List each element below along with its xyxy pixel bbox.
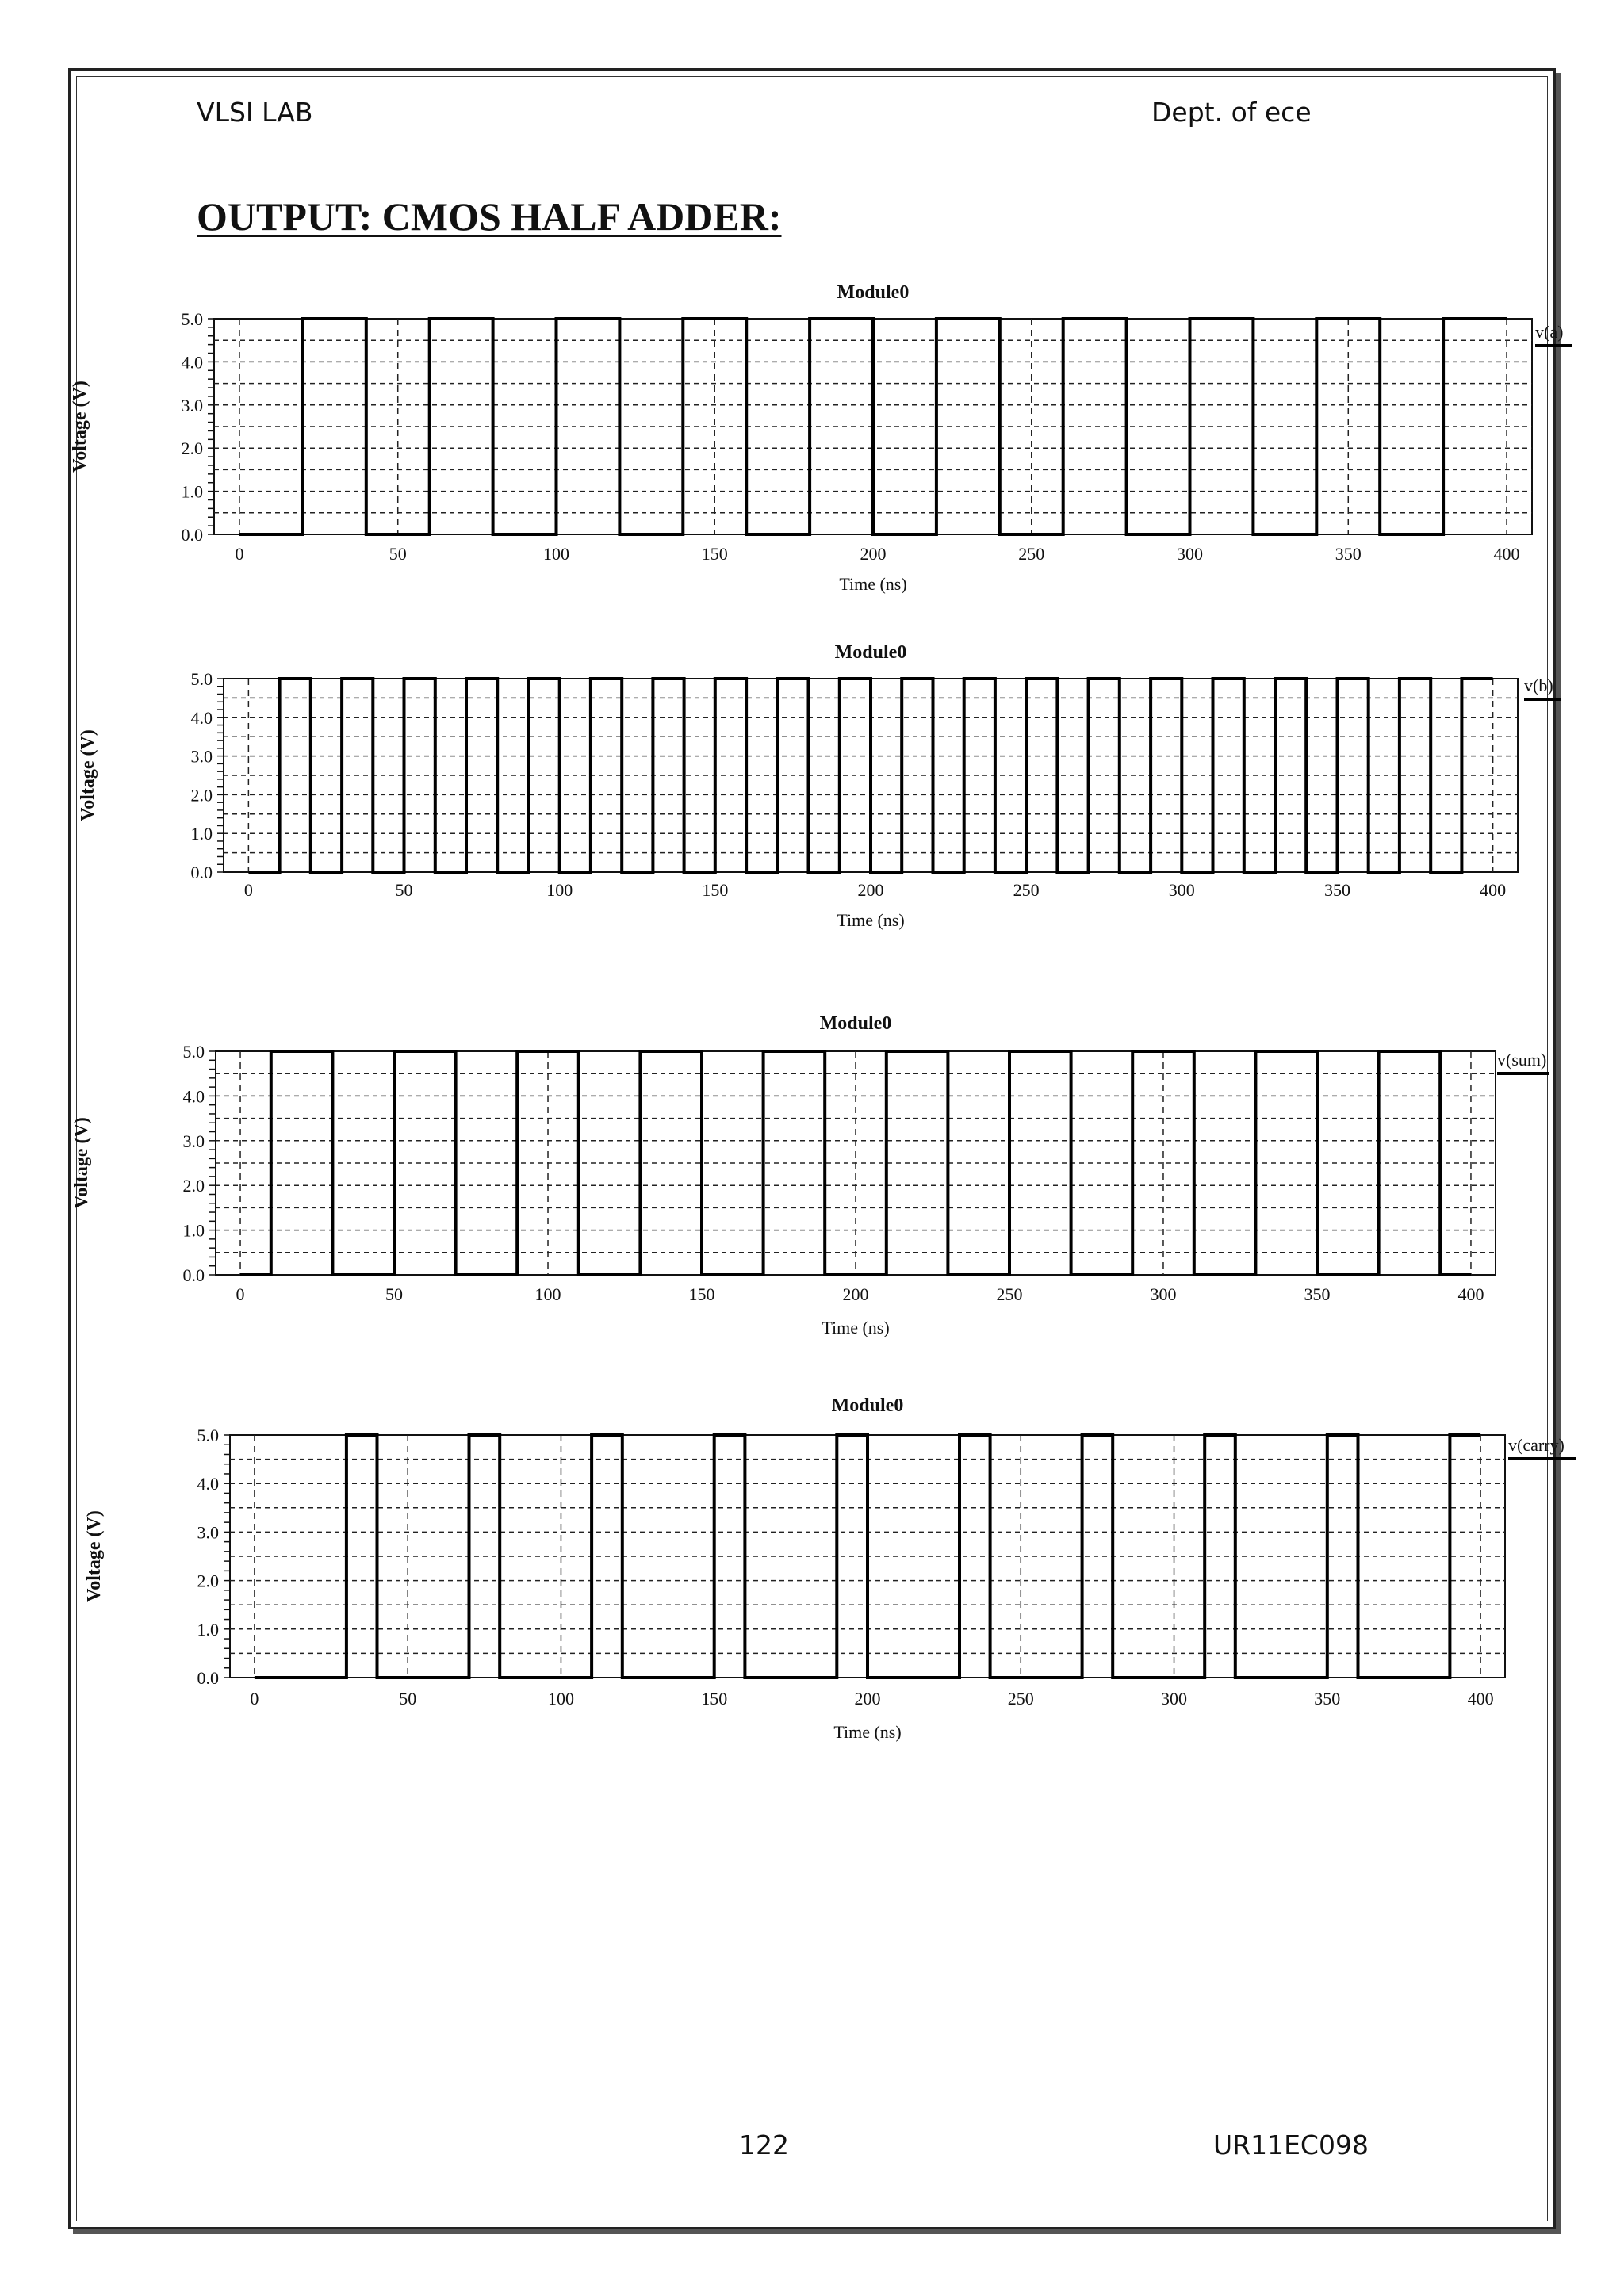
y-tick-label: 0.0	[190, 863, 213, 882]
y-tick-label: 2.0	[190, 785, 213, 806]
x-axis-label: Time (ns)	[837, 910, 905, 930]
legend-label: v(b)	[1524, 675, 1553, 695]
x-tick-label: 250	[1007, 1689, 1034, 1709]
y-axis-label: Voltage (V)	[84, 1510, 105, 1602]
y-axis-label: Voltage (V)	[78, 729, 98, 821]
x-tick-label: 50	[395, 880, 413, 900]
x-tick-label: 0	[250, 1689, 259, 1709]
y-tick-label: 4.0	[190, 707, 213, 728]
x-tick-label: 200	[854, 1689, 881, 1709]
x-tick-label: 400	[1457, 1284, 1484, 1304]
x-tick-label: 100	[542, 544, 569, 564]
x-tick-label: 50	[399, 1689, 417, 1709]
x-tick-label: 200	[860, 544, 887, 564]
roll-number: UR11EC098	[1213, 2130, 1369, 2160]
y-axis-label: Voltage (V)	[70, 381, 90, 473]
y-tick-label: 2.0	[197, 1571, 219, 1591]
x-tick-label: 50	[385, 1284, 404, 1304]
y-tick-label: 3.0	[190, 746, 213, 767]
x-tick-label: 300	[1177, 544, 1204, 564]
x-tick-label: 150	[702, 880, 729, 900]
y-tick-label: 1.0	[197, 1619, 219, 1640]
header-department: Dept. of ece	[1151, 97, 1312, 128]
y-tick-label: 5.0	[181, 309, 203, 329]
page-title: OUTPUT: CMOS HALF ADDER:	[197, 194, 782, 239]
x-tick-label: 350	[1304, 1284, 1331, 1304]
x-tick-label: 350	[1335, 544, 1362, 564]
x-tick-label: 350	[1314, 1689, 1341, 1709]
x-tick-label: 100	[546, 880, 573, 900]
y-tick-label: 4.0	[181, 352, 203, 373]
y-tick-label: 5.0	[190, 669, 213, 689]
x-tick-label: 300	[1168, 880, 1195, 900]
y-tick-label: 0.0	[182, 1265, 205, 1285]
chart-title: Module0	[834, 642, 907, 663]
x-tick-label: 100	[547, 1689, 574, 1709]
legend-label: v(a)	[1535, 322, 1564, 342]
y-tick-label: 3.0	[182, 1131, 205, 1151]
x-axis-label: Time (ns)	[839, 574, 907, 594]
y-tick-label: 4.0	[197, 1474, 219, 1494]
x-tick-label: 250	[1013, 880, 1040, 900]
x-tick-label: 250	[996, 1284, 1023, 1304]
x-tick-label: 200	[857, 880, 884, 900]
y-tick-label: 0.0	[181, 525, 203, 545]
x-tick-label: 100	[534, 1284, 561, 1304]
y-tick-label: 3.0	[181, 395, 203, 415]
y-tick-label: 1.0	[190, 824, 213, 844]
page-number: 122	[739, 2130, 789, 2160]
y-tick-label: 0.0	[197, 1668, 219, 1688]
chart-title: Module0	[831, 1395, 904, 1416]
y-tick-label: 3.0	[197, 1522, 219, 1543]
x-tick-label: 150	[688, 1284, 715, 1304]
y-axis-label: Voltage (V)	[71, 1117, 92, 1209]
chart-title: Module0	[837, 282, 910, 303]
page-inner-border	[76, 76, 1548, 2221]
y-tick-label: 1.0	[181, 481, 203, 502]
x-tick-label: 0	[236, 1284, 245, 1304]
y-tick-label: 2.0	[181, 438, 203, 459]
x-tick-label: 400	[1480, 880, 1507, 900]
y-tick-label: 5.0	[197, 1425, 219, 1445]
legend-label: v(sum)	[1497, 1050, 1547, 1070]
y-tick-label: 1.0	[182, 1220, 205, 1241]
y-tick-label: 2.0	[182, 1176, 205, 1196]
x-tick-label: 250	[1018, 544, 1045, 564]
x-axis-label: Time (ns)	[822, 1318, 890, 1337]
x-tick-label: 0	[243, 880, 253, 900]
x-tick-label: 150	[701, 544, 728, 564]
x-tick-label: 300	[1161, 1689, 1188, 1709]
x-tick-label: 350	[1323, 880, 1350, 900]
y-tick-label: 5.0	[182, 1042, 205, 1062]
x-tick-label: 150	[701, 1689, 728, 1709]
x-tick-label: 200	[842, 1284, 869, 1304]
chart-title: Module0	[819, 1013, 892, 1034]
x-tick-label: 400	[1467, 1689, 1494, 1709]
y-tick-label: 4.0	[182, 1086, 205, 1107]
x-tick-label: 300	[1150, 1284, 1177, 1304]
x-tick-label: 50	[389, 544, 407, 564]
x-tick-label: 400	[1493, 544, 1520, 564]
legend-label: v(carry)	[1508, 1435, 1565, 1455]
x-tick-label: 0	[235, 544, 244, 564]
x-axis-label: Time (ns)	[833, 1722, 902, 1742]
header-lab-name: VLSI LAB	[197, 97, 313, 128]
